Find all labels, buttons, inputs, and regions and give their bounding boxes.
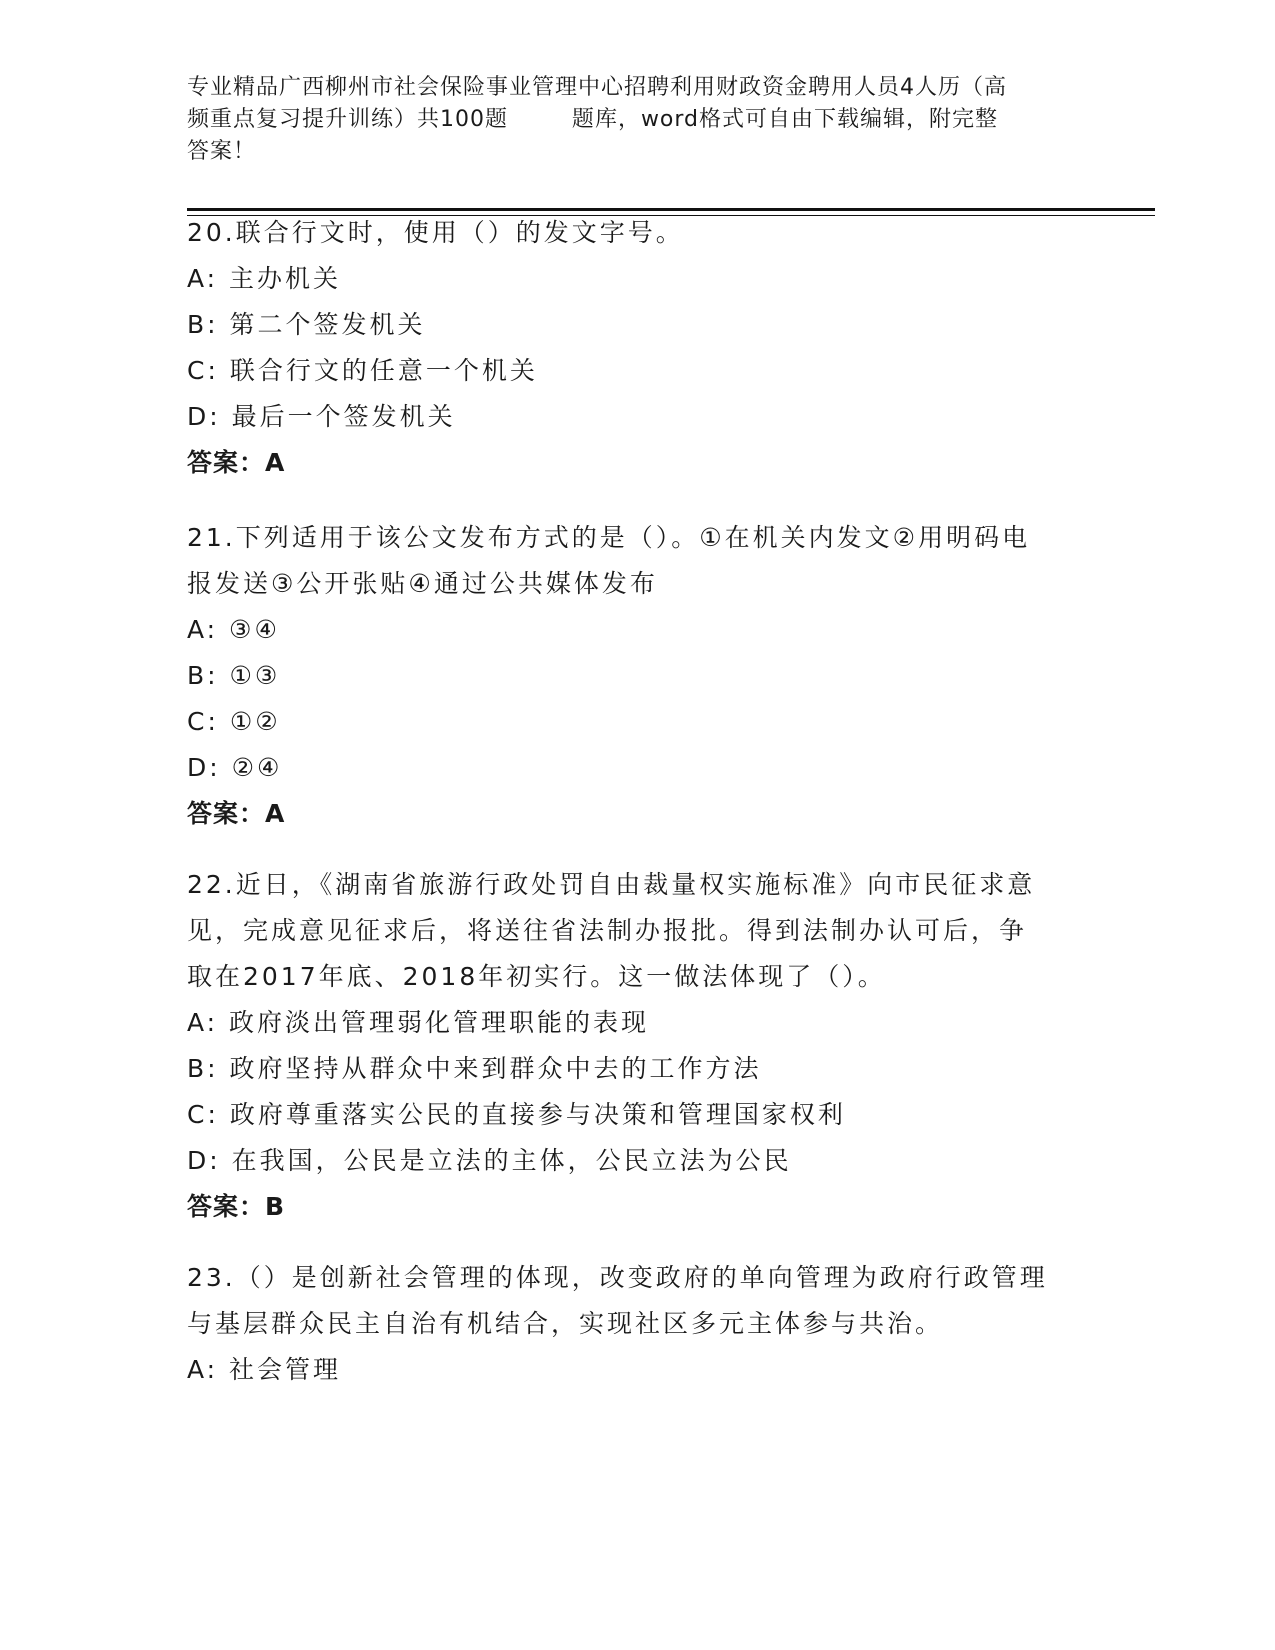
header-line: 专业精品广西柳州市社会保险事业管理中心招聘利用财政资金聘用人员4人历（高 [187, 75, 1007, 100]
option-b: B: 政府坚持从群众中来到群众中去的工作方法 [187, 1054, 762, 1083]
header-line: 答案！ [187, 139, 257, 164]
option-a: A: 主办机关 [187, 264, 342, 293]
question-20 [187, 210, 1087, 486]
option-a: A: 政府淡出管理弱化管理职能的表现 [187, 1008, 650, 1037]
answer: 答案：A [187, 799, 286, 828]
option-c: C: 联合行文的任意一个机关 [187, 356, 538, 385]
question-23 [187, 1255, 1087, 1393]
question-stem: 报发送③公开张贴④通过公共媒体发布 [187, 569, 658, 598]
question-stem: 与基层群众民主自治有机结合，实现社区多元主体参与共治。 [187, 1309, 944, 1338]
header-line: 频重点复习提升训练）共100题 题库，word格式可自由下载编辑，附完整 [187, 107, 999, 132]
answer: 答案：A [187, 448, 286, 477]
option-d: D: ②④ [187, 753, 283, 782]
question-stem: 见，完成意见征求后，将送往省法制办报批。得到法制办认可后，争 [187, 916, 1028, 945]
document-header [187, 72, 1092, 168]
option-c: C: 政府尊重落实公民的直接参与决策和管理国家权利 [187, 1100, 846, 1129]
question-stem: 22.近日，《湖南省旅游行政处罚自由裁量权实施标准》向市民征求意 [187, 870, 1036, 899]
question-22 [187, 862, 1087, 1230]
question-stem: 21.下列适用于该公文发布方式的是（）。①在机关内发文②用明码电 [187, 523, 1031, 552]
question-stem: 取在2017年底、2018年初实行。这一做法体现了（）。 [187, 962, 886, 991]
option-b: B: 第二个签发机关 [187, 310, 426, 339]
option-b: B: ①③ [187, 661, 281, 690]
option-a: A: ③④ [187, 615, 280, 644]
option-a: A: 社会管理 [187, 1355, 342, 1384]
option-d: D: 最后一个签发机关 [187, 402, 456, 431]
question-stem: 23.（）是创新社会管理的体现，改变政府的单向管理为政府行政管理 [187, 1263, 1048, 1292]
option-d: D: 在我国，公民是立法的主体，公民立法为公民 [187, 1146, 792, 1175]
option-c: C: ①② [187, 707, 281, 736]
answer: 答案：B [187, 1192, 286, 1221]
question-stem: 20.联合行文时，使用（）的发文字号。 [187, 218, 684, 247]
question-21 [187, 515, 1087, 837]
